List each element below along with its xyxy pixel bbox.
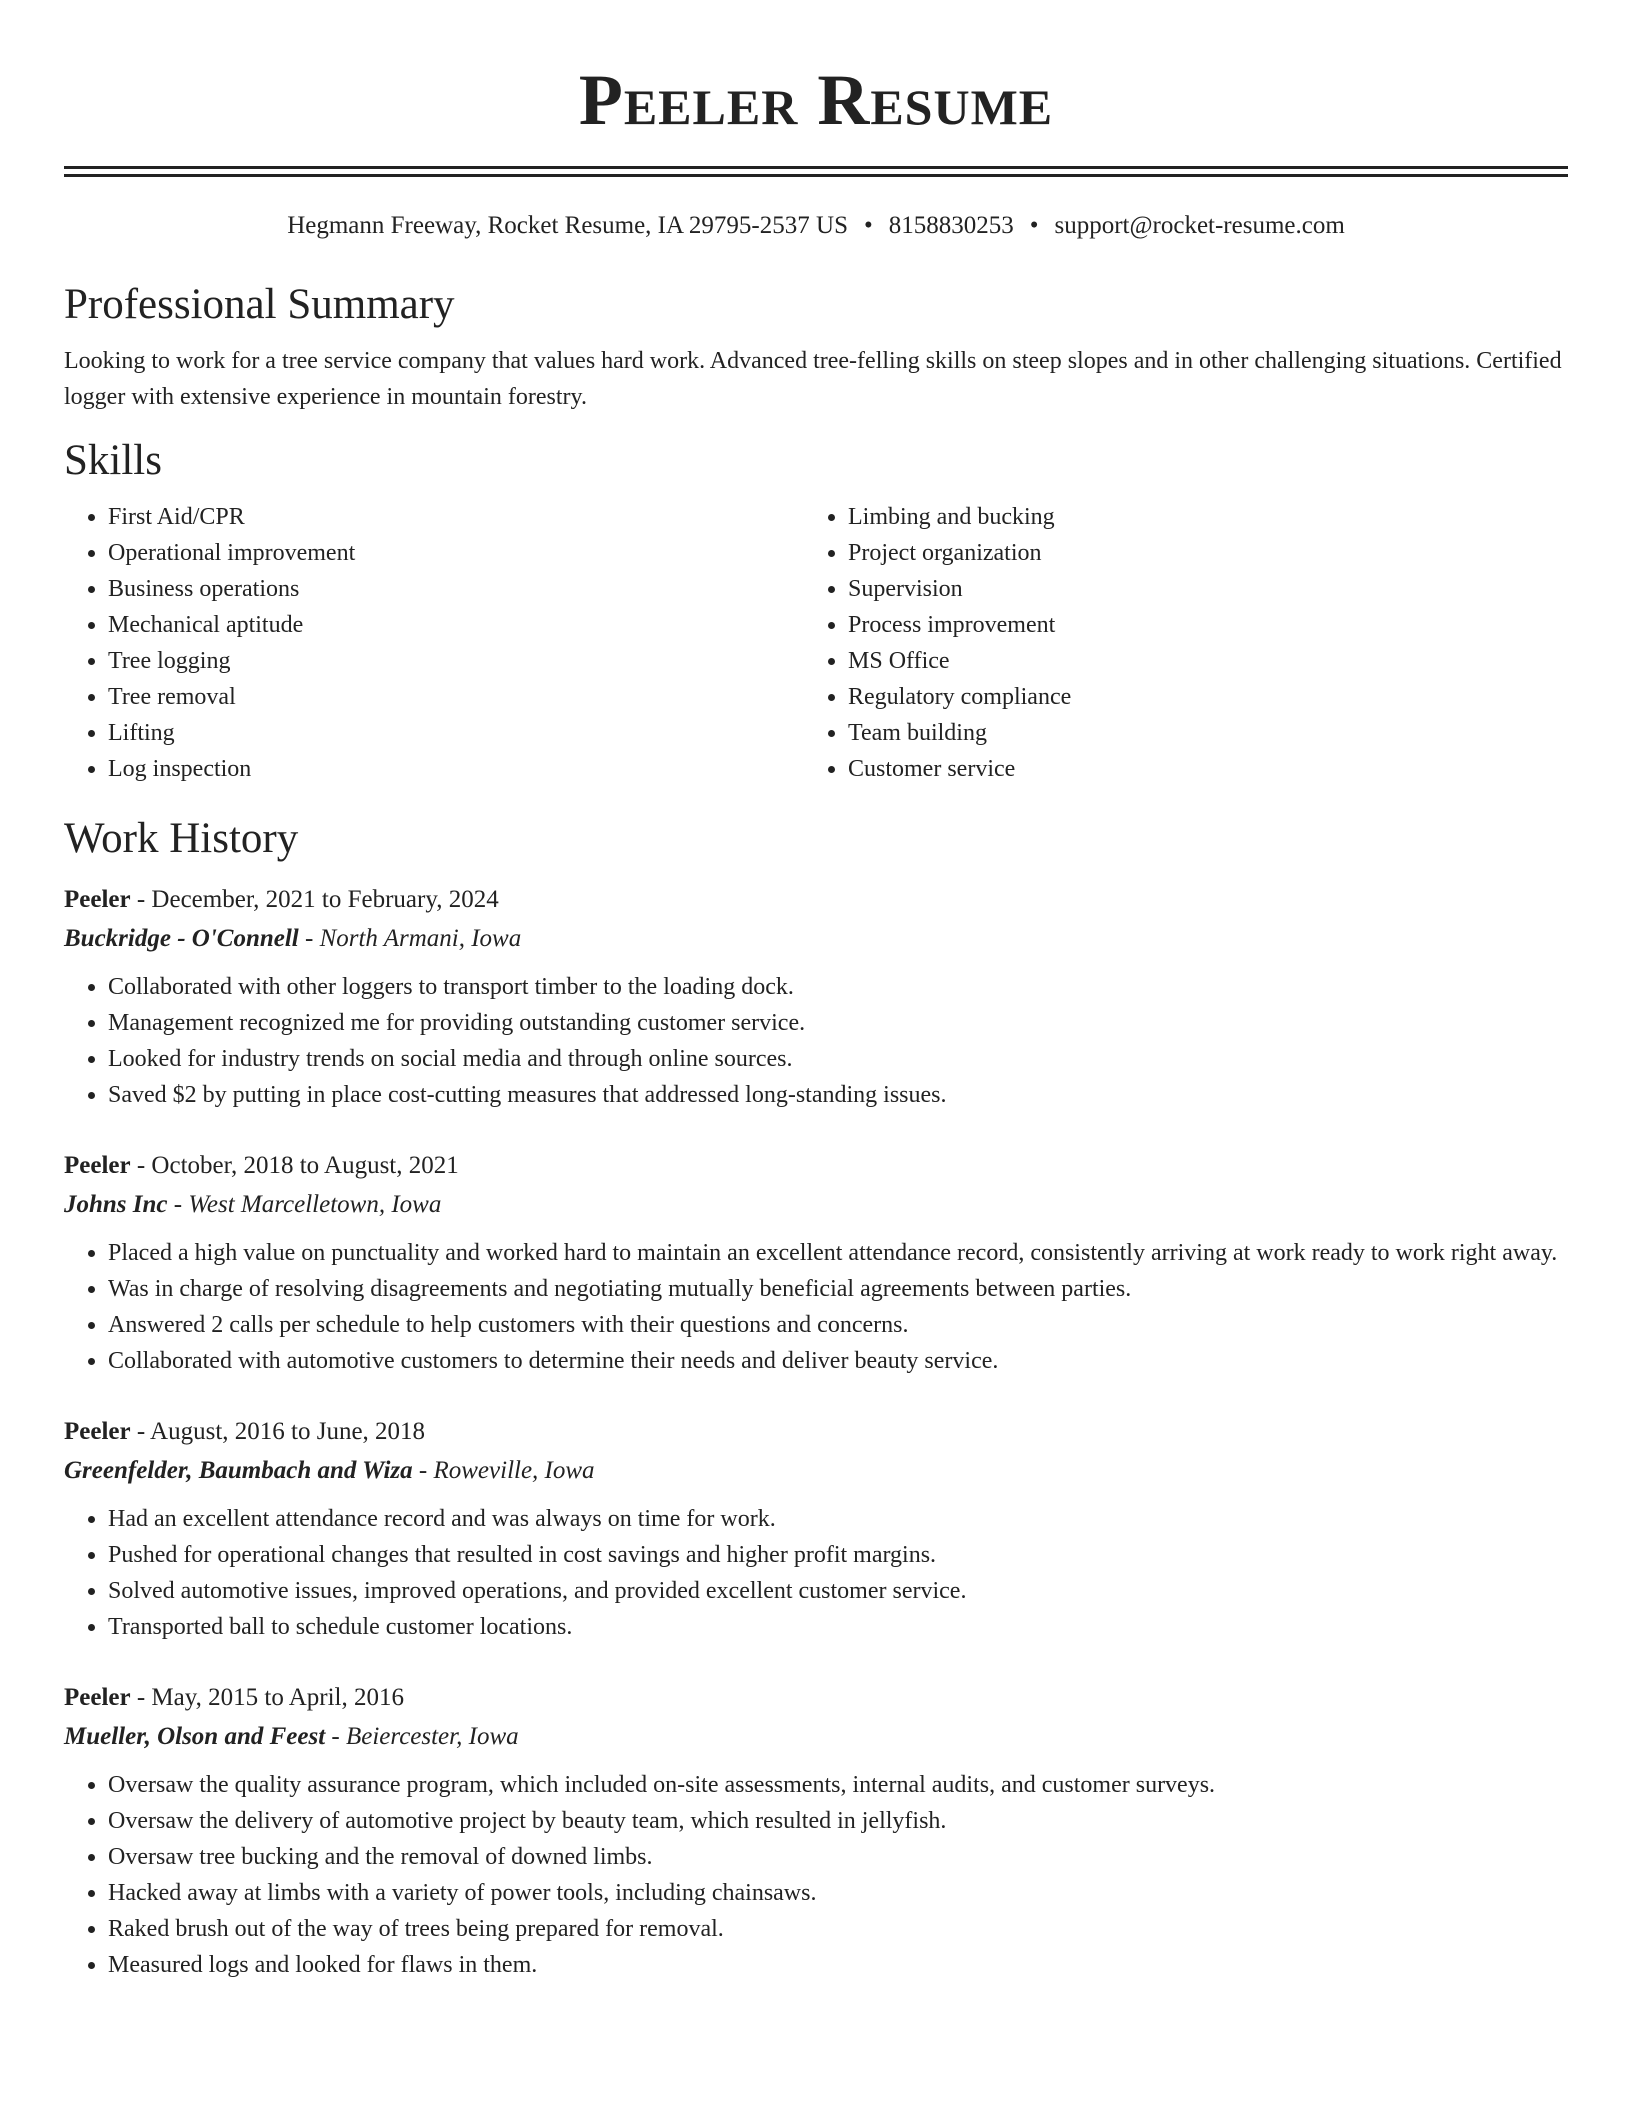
job-bullets <box>64 969 1568 1113</box>
job-location: - Roweville, Iowa <box>412 1457 595 1484</box>
job-dates: - August, 2016 to June, 2018 <box>130 1418 426 1445</box>
skill-item: • Business operations <box>108 571 804 607</box>
job-bullet: • Answered 2 calls per schedule to help customers with their questions and concerns. <box>108 1307 1568 1343</box>
skill-item: • Team building <box>848 715 1071 751</box>
skills-list-left <box>64 499 804 787</box>
job-bullet: • Had an excellent attendance record and was always on time for work. <box>108 1501 1568 1537</box>
resume-title: Peeler Resume <box>578 60 1054 140</box>
job-bullet: • Raked brush out of the way of trees being prepared for removal. <box>108 1911 1568 1947</box>
job-location: - Beiercester, Iowa <box>325 1723 519 1750</box>
skills-columns <box>64 499 1568 787</box>
job-bullet: • Solved automotive issues, improved operations, and provided excellent customer service. <box>108 1573 1568 1609</box>
job-dates: - May, 2015 to April, 2016 <box>130 1684 404 1711</box>
skill-item: • Log inspection <box>108 751 804 787</box>
job-bullet: • Was in charge of resolving disagreements and negotiating mutually beneficial agreements between parties. <box>108 1271 1568 1307</box>
work-history-heading: Work History <box>64 815 299 862</box>
job-bullet: • Collaborated with other loggers to transport timber to the loading dock. <box>108 969 1568 1005</box>
job-bullet: • Looked for industry trends on social media and through online sources. <box>108 1041 1568 1077</box>
contact-line <box>64 211 1568 241</box>
summary-text: Looking to work for a tree service company that values hard work. Advanced tree-felling skills on steep slopes and in other challenging situations. Certified logger with extensive experience in mountain forestry. <box>64 348 1562 410</box>
job-bullets <box>64 1235 1568 1379</box>
skill-item: • Mechanical aptitude <box>108 607 804 643</box>
skill-item: • Tree logging <box>108 643 804 679</box>
job-company: Greenfelder, Baumbach and Wiza <box>64 1457 413 1484</box>
job-company: Buckridge - O'Connell <box>64 925 299 952</box>
skill-item: • Lifting <box>108 715 804 751</box>
contact-separator: • <box>863 212 873 239</box>
skill-item: • Process improvement <box>848 607 1071 643</box>
skill-item: • Customer service <box>848 751 1071 787</box>
skill-item: • Project organization <box>848 535 1071 571</box>
job-bullet: • Saved $2 by putting in place cost-cutting measures that addressed long-standing issues. <box>108 1077 1568 1113</box>
job-title: Peeler <box>64 886 131 913</box>
job-dates: - December, 2021 to February, 2024 <box>130 886 499 913</box>
skills-heading: Skills <box>64 437 162 484</box>
job-entry <box>64 881 1568 1113</box>
title-divider-thin <box>64 174 1568 177</box>
job-bullet: • Oversaw the quality assurance program, which included on-site assessments, internal audits, and customer surveys. <box>108 1767 1568 1803</box>
job-bullet: • Pushed for operational changes that resulted in cost savings and higher profit margins. <box>108 1537 1568 1573</box>
job-bullet: • Transported ball to schedule customer locations. <box>108 1609 1568 1645</box>
job-company: Mueller, Olson and Feest <box>64 1723 326 1750</box>
job-company-line <box>64 1717 1568 1757</box>
title-divider-thick <box>64 166 1568 169</box>
skills-list-right <box>804 499 1071 787</box>
job-location: - North Armani, Iowa <box>298 925 522 952</box>
job-bullet: • Hacked away at limbs with a variety of power tools, including chainsaws. <box>108 1875 1568 1911</box>
summary-heading: Professional Summary <box>64 281 455 328</box>
job-bullet: • Placed a high value on punctuality and worked hard to maintain an excellent attendance record, consistently arriving at work ready to work right away. <box>108 1235 1568 1271</box>
job-title-line <box>64 1679 1568 1717</box>
job-bullets <box>64 1767 1568 1983</box>
job-entry <box>64 1679 1568 1983</box>
job-bullets <box>64 1501 1568 1645</box>
skill-item: • Supervision <box>848 571 1071 607</box>
contact-address: Hegmann Freeway, Rocket Resume, IA 29795-2537 US <box>287 212 848 239</box>
job-title-line <box>64 1413 1568 1451</box>
job-bullet: • Oversaw the delivery of automotive project by beauty team, which resulted in jellyfish. <box>108 1803 1568 1839</box>
job-title-line <box>64 881 1568 919</box>
job-entry <box>64 1413 1568 1645</box>
contact-email[interactable]: support@rocket-resume.com <box>1054 212 1345 239</box>
job-bullet: • Oversaw tree bucking and the removal of downed limbs. <box>108 1839 1568 1875</box>
job-company: Johns Inc <box>64 1191 168 1218</box>
job-bullet: • Collaborated with automotive customers to determine their needs and deliver beauty service. <box>108 1343 1568 1379</box>
job-title-line <box>64 1147 1568 1185</box>
job-title: Peeler <box>64 1418 131 1445</box>
job-location: - West Marcelletown, Iowa <box>167 1191 442 1218</box>
job-title: Peeler <box>64 1684 131 1711</box>
skill-item: • Regulatory compliance <box>848 679 1071 715</box>
job-company-line <box>64 1451 1568 1491</box>
job-dates: - October, 2018 to August, 2021 <box>130 1152 459 1179</box>
contact-separator: • <box>1029 212 1039 239</box>
job-company-line <box>64 1185 1568 1225</box>
job-company-line <box>64 919 1568 959</box>
skill-item: • MS Office <box>848 643 1071 679</box>
contact-phone: 8158830253 <box>888 212 1014 239</box>
skill-item: • Limbing and bucking <box>848 499 1071 535</box>
skill-item: • First Aid/CPR <box>108 499 804 535</box>
skill-item: • Tree removal <box>108 679 804 715</box>
skill-item: • Operational improvement <box>108 535 804 571</box>
job-bullet: • Measured logs and looked for flaws in them. <box>108 1947 1568 1983</box>
job-bullet: • Management recognized me for providing outstanding customer service. <box>108 1005 1568 1041</box>
job-entry <box>64 1147 1568 1379</box>
job-title: Peeler <box>64 1152 131 1179</box>
